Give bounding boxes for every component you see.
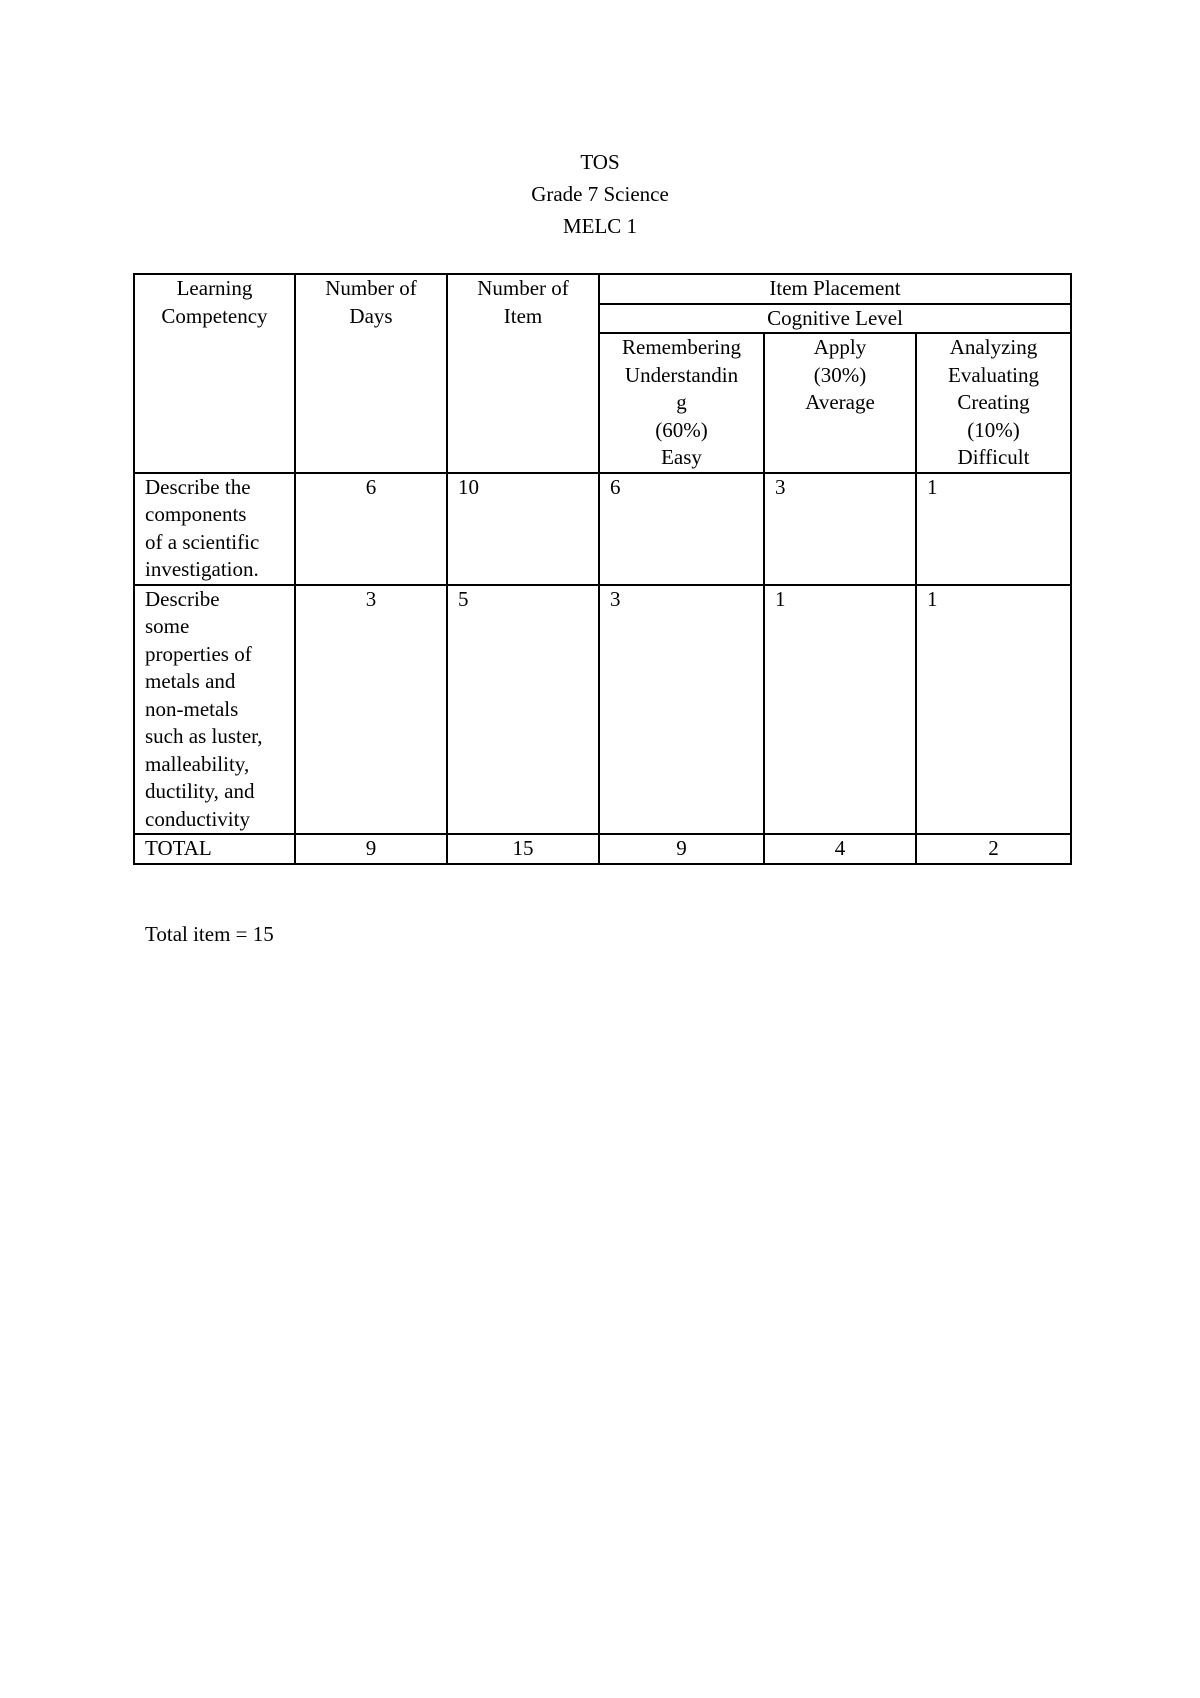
header-title: TOS (580, 150, 620, 174)
competency-line: components (145, 502, 247, 526)
easy-line: (60%) (655, 417, 708, 442)
total-row (134, 834, 1071, 864)
competency-line: such as luster, (145, 724, 263, 748)
header-average (764, 333, 916, 473)
header-difficult (916, 333, 1071, 473)
header-number-of-days (295, 274, 447, 473)
total-difficult: 2 (916, 834, 1071, 864)
total-item-note: Total item = 15 (145, 922, 274, 946)
days-cell: 6 (295, 473, 447, 585)
header-row-1 (134, 274, 1071, 304)
competency-line: of a scientific (145, 529, 260, 554)
total-label: TOTAL (134, 834, 295, 864)
header-learning-line-1: Learning (176, 276, 253, 300)
document-header (0, 146, 1200, 242)
difficult-line: (10%) (967, 417, 1020, 442)
average-line: Apply (813, 335, 867, 359)
header-item-line-1: Number of (477, 276, 569, 300)
difficult-line: Analyzing (949, 335, 1038, 359)
days-cell: 3 (295, 585, 447, 835)
header-melc: MELC 1 (562, 214, 638, 238)
header-easy (599, 333, 764, 473)
competency-line: Describe (145, 586, 220, 611)
easy-cell: 3 (599, 585, 764, 835)
difficult-line: Evaluating (948, 362, 1039, 387)
header-days-line-2: Days (349, 303, 393, 328)
competency-line: ductility, and (145, 779, 255, 803)
header-learning-competency (134, 274, 295, 473)
tos-table (133, 273, 1072, 865)
competency-line: investigation. (145, 557, 259, 581)
difficult-cell: 1 (916, 473, 1071, 585)
header-item-placement: Item Placement (599, 274, 1071, 304)
total-days: 9 (295, 834, 447, 864)
competency-line: malleability, (145, 751, 250, 776)
total-average: 4 (764, 834, 916, 864)
competency-cell (134, 585, 295, 835)
header-subject: Grade 7 Science (531, 182, 669, 206)
competency-line: some (145, 614, 190, 638)
competency-line: conductivity (145, 806, 250, 831)
competency-line: metals and (145, 669, 236, 693)
table-row (134, 473, 1071, 585)
difficult-line: Creating (957, 390, 1030, 414)
easy-line: Understandin (624, 362, 739, 387)
easy-line: Remembering (622, 335, 741, 359)
total-easy: 9 (599, 834, 764, 864)
average-cell: 3 (764, 473, 916, 585)
items-cell: 10 (447, 473, 599, 585)
competency-line: non-metals (145, 696, 239, 721)
difficult-line: Difficult (957, 445, 1030, 469)
table-row (134, 585, 1071, 835)
items-cell: 5 (447, 585, 599, 835)
header-cognitive-level: Cognitive Level (599, 304, 1071, 334)
average-line: Average (805, 390, 875, 414)
easy-line: Easy (661, 445, 702, 469)
average-line: (30%) (813, 362, 867, 387)
easy-cell: 6 (599, 473, 764, 585)
average-cell: 1 (764, 585, 916, 835)
competency-line: Describe the (145, 474, 251, 499)
header-item-line-2: Item (503, 303, 543, 328)
competency-cell (134, 473, 295, 585)
easy-line: g (676, 390, 687, 414)
header-number-of-item (447, 274, 599, 473)
header-days-line-1: Number of (325, 276, 417, 300)
total-items: 15 (447, 834, 599, 864)
difficult-cell: 1 (916, 585, 1071, 835)
competency-line: properties of (145, 641, 252, 666)
header-learning-line-2: Competency (161, 303, 268, 328)
